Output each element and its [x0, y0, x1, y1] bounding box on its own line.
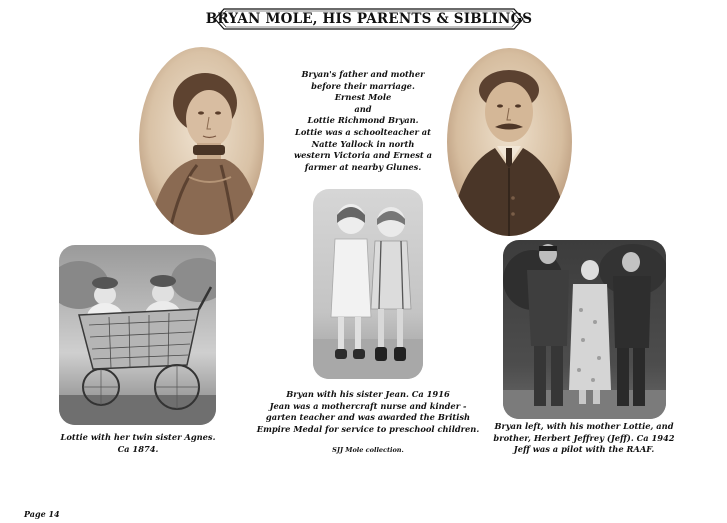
caption-line: Ernest Mole: [334, 92, 392, 103]
bryan-family-photo: [503, 240, 666, 419]
caption-line: brother, Herbert Jeffrey (Jeff). Ca 1942: [493, 432, 675, 443]
caption-line: Empire Medal for service to preschool children.: [256, 423, 480, 434]
caption-line: Ca 1874.: [117, 443, 159, 454]
bryan-family-caption: [482, 421, 686, 456]
portrait-lottie-photo: [139, 47, 264, 235]
collection-credit: [318, 446, 418, 454]
portrait-ernest-photo: [447, 48, 572, 236]
credit-text: SJJ Mole collection.: [332, 446, 404, 454]
caption-line: Jeff was a pilot with the RAAF.: [513, 444, 655, 455]
caption-line: Lottie with her twin sister Agnes.: [60, 432, 216, 442]
caption-line: Lottie Richmond Bryan.: [307, 115, 419, 126]
twins-pram-photo: [59, 245, 216, 425]
caption-line: Bryan with his sister Jean. Ca 1916: [286, 389, 450, 399]
caption-line: before their marriage.: [311, 80, 415, 91]
caption-line: and: [354, 103, 372, 114]
page-number: Page 14: [24, 509, 60, 519]
bryan-jean-caption: [256, 389, 480, 435]
caption-line: Bryan's father and mother: [301, 69, 425, 79]
caption-line: Jean was a mothercraft nurse and kinder -: [269, 400, 467, 411]
twins-caption: [48, 432, 228, 455]
caption-line: western Victoria and Ernest a: [293, 150, 433, 161]
caption-line: farmer at nearby Glunes.: [304, 161, 422, 172]
page-title: BRYAN MOLE, HIS PARENTS & SIBLINGS: [205, 11, 533, 27]
title-banner: [205, 8, 533, 30]
caption-line: Lottie was a schoolteacher at: [295, 126, 431, 137]
caption-line: Bryan left, with his mother Lottie, and: [494, 421, 674, 431]
parents-caption: [292, 69, 434, 173]
bryan-jean-photo: [313, 189, 423, 379]
caption-line: garten teacher and was awarded the British: [265, 412, 471, 423]
caption-line: Natte Yallock in north: [311, 138, 415, 149]
